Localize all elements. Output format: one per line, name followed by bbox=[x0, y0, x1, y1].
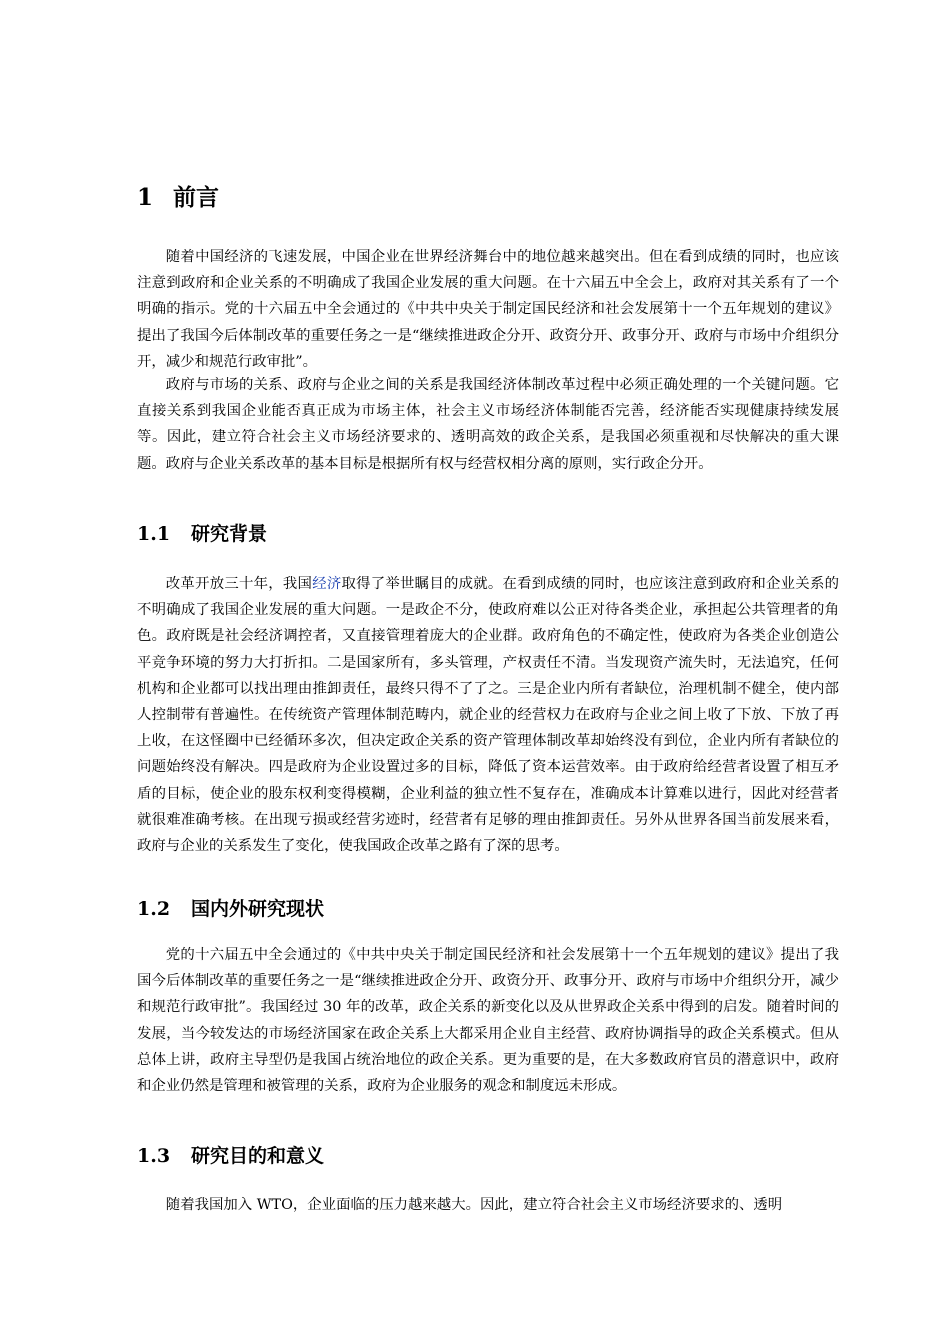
paragraph-text: 改革开放三十年，我国 bbox=[165, 576, 313, 592]
purpose-paragraph: 随着我国加入 WTO，企业面临的压力越来越大。因此，建立符合社会主义市场经济要求的、透明 bbox=[165, 1197, 783, 1213]
chapter-title: 前言 bbox=[173, 184, 219, 211]
section-heading-1-2 bbox=[137, 896, 324, 922]
section-number: 1.3 bbox=[137, 1145, 171, 1167]
chapter-number: 1 bbox=[137, 184, 154, 211]
section-title: 研究目的和意义 bbox=[191, 1145, 325, 1167]
intro-paragraph-1: 随着中国经济的飞速发展，中国企业在世界经济舞台中的地位越来越突出。但在看到成绩的同时，也应该注意到政府和企业关系的不明确成了我国企业发展的重大问题。在十六届五中全会上，政府对其关系有了一个明确的指示。党的十六届五中全会通过的《中共中央关于制定国民经济和社会发展第十一个五年规划的建议》提出了我国今后体制改革的重要任务之一是“继续推进政企分开、政资分开、政事分开、政府与市场中介组织分开，减少和规范行政审批”。 bbox=[137, 249, 839, 370]
chapter-heading bbox=[137, 183, 219, 213]
economy-link[interactable]: 经济 bbox=[312, 576, 342, 592]
intro-paragraph-2: 政府与市场的关系、政府与企业之间的关系是我国经济体制改革过程中必须正确处理的一个关键问题。它直接关系到我国企业能否真正成为市场主体，社会主义市场经济体制能否完善，经济能否实现健康持续发展等。因此，建立符合社会主义市场经济要求的、透明高效的政企关系，是我国必须重视和尽快解决的重大课题。政府与企业关系改革的基本目标是根据所有权与经营权相分离的原则，实行政企分开。 bbox=[137, 377, 839, 472]
background-paragraph bbox=[137, 571, 839, 859]
section-heading-1-3 bbox=[137, 1143, 324, 1169]
research-status-paragraph: 党的十六届五中全会通过的《中共中央关于制定国民经济和社会发展第十一个五年规划的建议》提出了我国今后体制改革的重要任务之一是“继续推进政企分开、政资分开、政事分开、政府与市场中介组织分开，减少和规范行政审批”。我国经过 30 年的改革，政企关系的新变化以及从世界政企关系中得到的启发。随着时间的发展，当今较发达的市场经济国家在政企关系上大都采用企业自主经营、政府协调指导的政企关系模式。但从总体上讲，政府主导型仍是我国占统治地位的政企关系。更为重要的是，在大多数政府官员的潜意识中，政府和企业仍然是管理和被管理的关系，政府为企业服务的观念和制度远未形成。 bbox=[137, 947, 839, 1095]
section-heading-1-1 bbox=[137, 521, 267, 547]
section-number: 1.1 bbox=[137, 523, 171, 545]
paragraph-text: 取得了举世瞩目的成就。在看到成绩的同时，也应该注意到政府和企业关系的不明确成了我国企业发展的重大问题。一是政企不分，使政府难以公正对待各类企业，承担起公共管理者的角色。政府既是社会经济调控者，又直接管理着庞大的企业群。政府角色的不确定性，使政府为各类企业创造公平竞争环境的努力大打折扣。二是国家所有，多头管理，产权责任不清。当发现资产流失时，无法追究，任何机构和企业都可以找出理由推卸责任，最终只得不了了之。三是企业内所有者缺位，治理机制不健全，使内部人控制带有普遍性。在传统资产管理体制范畴内，就企业的经营权力在政府与企业之间上收了下放、下放了再上收，在这怪圈中已经循环多次，但决定政企关系的资产管理体制改革却始终没有到位，企业内所有者缺位的问题始终没有解决。四是政府为企业设置过多的目标，降低了资本运营效率。由于政府给经营者设置了相互矛盾的目标，使企业的股东权利变得模糊，企业利益的独立性不复存在，准确成本计算难以进行，因此对经营者就很难准确考核。在出现亏损或经营劣迹时，经营者有足够的理由推卸责任。另外从世界各国当前发展来看，政府与企业的关系发生了变化，使我国政企改革之路有了深的思考。 bbox=[137, 576, 839, 855]
section-title: 国内外研究现状 bbox=[191, 898, 325, 920]
section-title: 研究背景 bbox=[191, 523, 268, 545]
section-number: 1.2 bbox=[137, 898, 171, 920]
